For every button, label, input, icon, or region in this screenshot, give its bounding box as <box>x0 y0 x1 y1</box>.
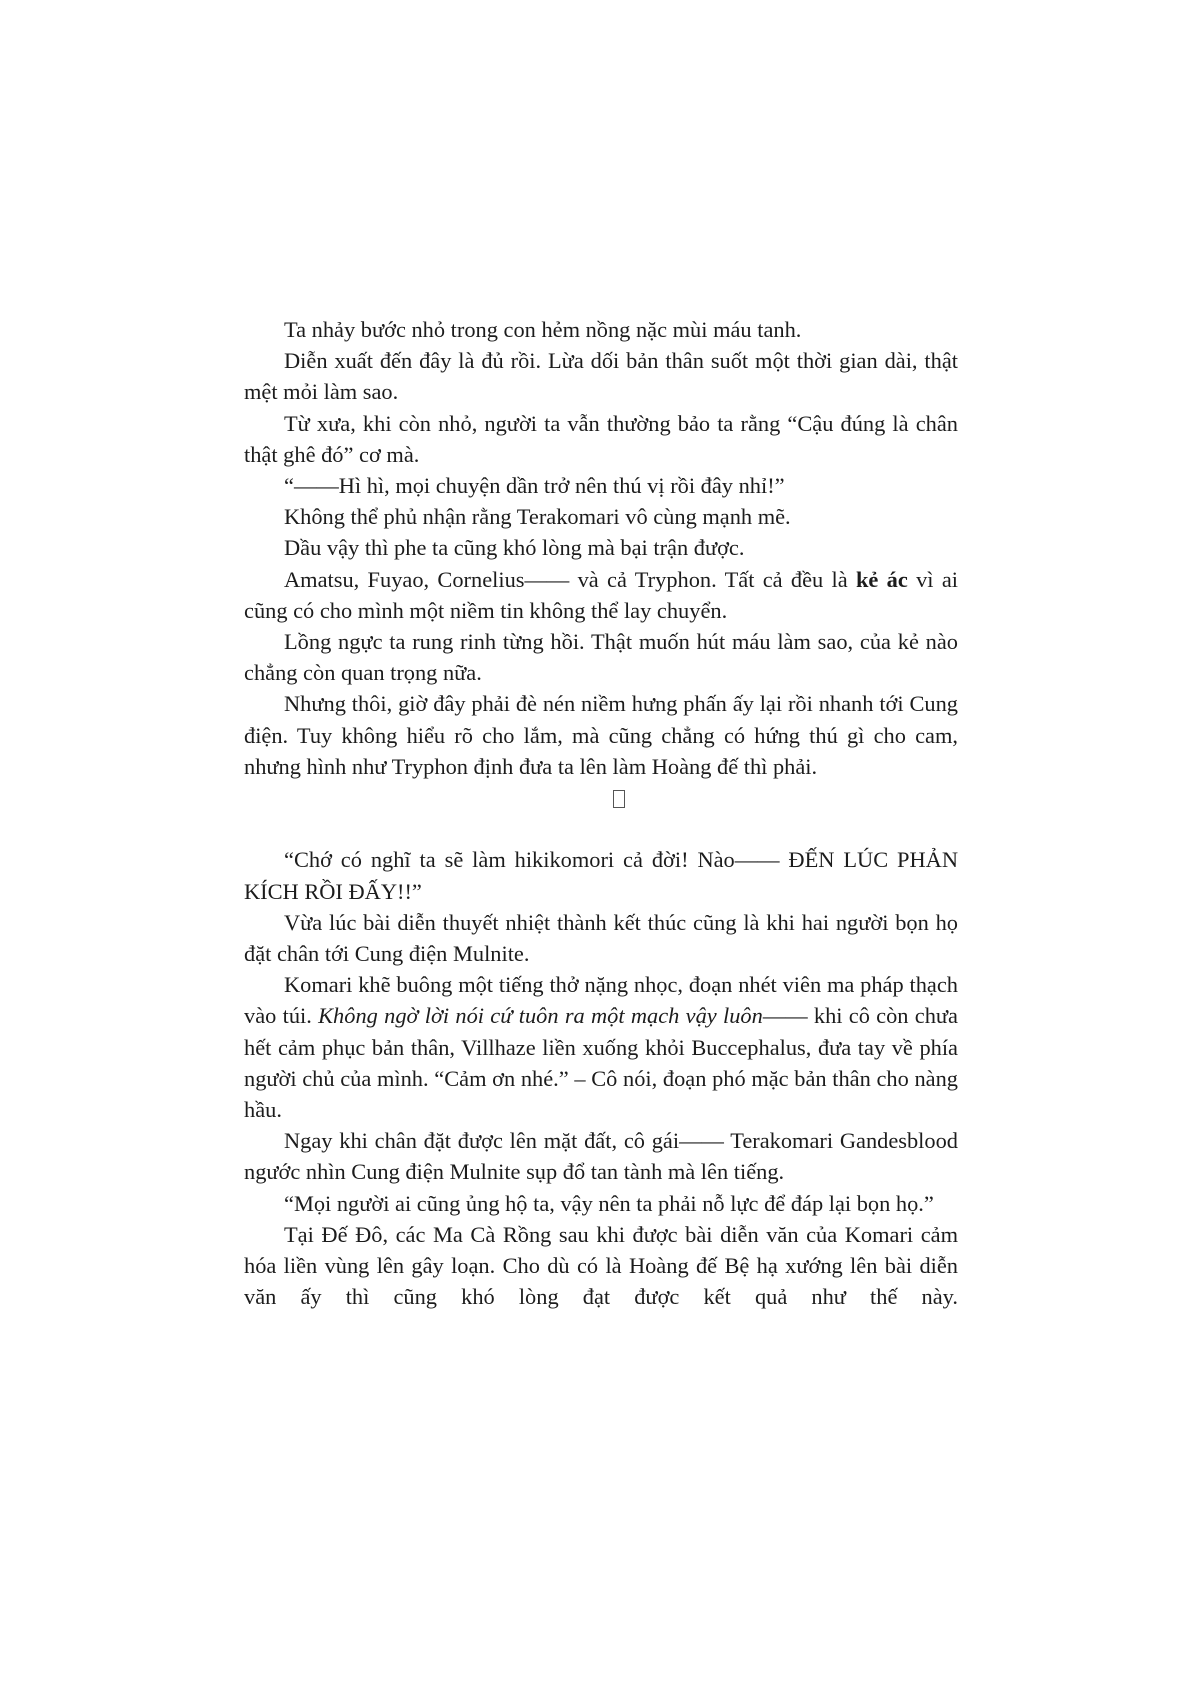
paragraph: Diễn xuất đến đây là đủ rồi. Lừa dối bản thân suốt một thời gian dài, thật mệt mỏi làm sao. <box>244 348 958 405</box>
text-run: vì ai cũng có cho mình một niềm tin không thể lay chuyển. <box>244 566 958 623</box>
paragraph: Ngay khi chân đặt được lên mặt đất, cô gái—— Terakomari Gandesblood ngước nhìn Cung điện Mulnite sụp đổ tan tành mà lên tiếng. <box>244 1128 958 1185</box>
paragraph: Nhưng thôi, giờ đây phải đè nén niềm hưng phấn ấy lại rồi nhanh tới Cung điện. Tuy không hiểu rõ cho lắm, mà cũng chẳng có hứng thú gì cho cam, nhưng hình như Tryphon định đưa ta lên làm Hoàng đế thì phải. <box>244 691 958 779</box>
italic-thought: Không ngờ lời nói cứ tuôn ra một mạch vậy luôn <box>318 1003 763 1029</box>
text-run: —— khi cô còn chưa hết cảm phục bản thân, Villhaze liền xuống khỏi Buccephalus, đưa tay về phía người chủ của mình. “Cảm ơn nhé.” – Cô nói, đoạn phó mặc bản thân cho nàng hầu. <box>244 1003 958 1123</box>
paragraph-dialogue: “Mọi người ai cũng ủng hộ ta, vậy nên ta phải nỗ lực để đáp lại bọn họ.” <box>284 1190 934 1216</box>
paragraph <box>244 969 958 1125</box>
paragraph: Dầu vậy thì phe ta cũng khó lòng mà bại trận được. <box>284 535 745 561</box>
paragraph-dialogue: “——Hì hì, mọi chuyện dần trở nên thú vị rồi đây nhỉ!” <box>284 473 785 499</box>
paragraph: Ta nhảy bước nhỏ trong con hẻm nồng nặc mùi máu tanh. <box>284 317 802 342</box>
text-run: Komari khẽ buông một tiếng thở nặng nhọc, đoạn nhét viên ma pháp thạch vào túi. <box>244 972 958 1029</box>
paragraph: Lồng ngực ta rung rinh từng hồi. Thật muốn hút máu làm sao, của kẻ nào chẳng còn quan trọng nữa. <box>244 629 958 686</box>
paragraph: Vừa lúc bài diễn thuyết nhiệt thành kết thúc cũng là khi hai người bọn họ đặt chân tới Cung điện Mulnite. <box>244 909 958 967</box>
scene-break <box>244 782 958 844</box>
paragraph: Từ xưa, khi còn nhỏ, người ta vẫn thường bảo ta rằng “Cậu đúng là chân thật ghê đó” cơ mà. <box>244 410 958 467</box>
paragraph: Không thể phủ nhận rằng Terakomari vô cùng mạnh mẽ. <box>284 504 791 530</box>
paragraph <box>244 564 958 626</box>
book-page-text <box>244 314 958 1312</box>
bold-emphasis: kẻ ác <box>855 566 908 592</box>
paragraph-dialogue: “Chớ có nghĩ ta sẽ làm hikikomori cả đời! Nào—— ĐẾN LÚC PHẢN KÍCH RỒI ĐẤY!!” <box>244 847 958 904</box>
paragraph: Tại Đế Đô, các Ma Cà Rồng sau khi được bài diễn văn của Komari cảm hóa liền vùng lên gây loạn. Cho dù có là Hoàng đế Bệ hạ xướng lên bài diễn văn ấy thì cũng khó lòng đạt được kết quả như thế này. <box>244 1221 958 1310</box>
text-run: Amatsu, Fuyao, Cornelius—— và cả Tryphon. Tất cả đều là <box>284 566 856 592</box>
missing-glyph-box-icon <box>613 790 625 808</box>
